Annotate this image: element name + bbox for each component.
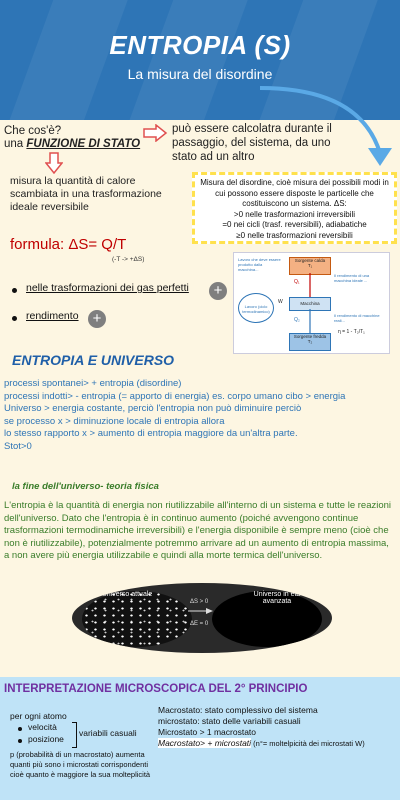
heat-engine-diagram (233, 252, 390, 354)
page-subtitle: La misura del disordine (127, 66, 273, 82)
micro-item-velocita: velocità (28, 722, 57, 732)
bullet-dot (18, 727, 22, 731)
micro-per-atomo: per ogni atomo (10, 711, 67, 721)
micro-title: INTERPRETAZIONE MICROSCOPICA DEL 2° PRINCIPIO (4, 683, 308, 695)
micro-right-last (158, 738, 398, 749)
universo-line: se processo x > diminuzione locale di entropia allora (4, 415, 225, 427)
universo-line: processi indotti> - entropia (= apporto di energia) es. corpo umano cibo > energia (4, 390, 346, 402)
bullet-dot (12, 288, 17, 293)
diagram-w: W (278, 299, 283, 305)
subheading-fine-universo: la fine dell'universo- teoria fisica (12, 481, 159, 492)
universe-ds: ΔS > 0 (190, 599, 209, 605)
universe-left-label: Universo attuale (101, 591, 153, 598)
universo-line: Universo > energia costante, perciò l'entropia non può diminuire perciò (4, 403, 302, 414)
disorder-box (192, 172, 397, 244)
diagram-hot-label: Sorgente calda (294, 258, 326, 263)
diagram-machine: Macchina (289, 297, 331, 311)
box-line: ≥0 nelle trasformazioni reversibili (236, 230, 353, 240)
bullet-dot (12, 316, 17, 321)
diagram-q2: Q₂ (294, 317, 300, 323)
diagram-equation: η = 1 - T₂/T₁ (338, 329, 365, 335)
intro-question: Che cos'è? (4, 125, 62, 137)
micro-right-line: Macrostato: stato complessivo del sistema (158, 705, 318, 715)
arrow-down-icon (45, 152, 63, 174)
diagram-q1: Q₁ (294, 279, 300, 285)
universe-de: ΔE = 0 (190, 621, 209, 627)
micro-item-posizione: posizione (28, 734, 64, 744)
intro-right-text: può essere calcolatra durante il passaggio, del sistema, da uno stato ad un altro (172, 123, 332, 163)
diagram-cold-t: T₂ (307, 339, 313, 344)
formula: formula: ΔS= Q/T (10, 236, 127, 253)
expand-plus-icon[interactable]: + (209, 282, 227, 300)
diagram-cold-label: Sorgente fredda (293, 334, 327, 339)
universe-stars (82, 591, 192, 647)
universe-image (72, 583, 332, 653)
diagram-left-note: Lavoro che deve essere prodotto dalla macchina... (238, 257, 281, 272)
diagram-flow-arrows (304, 273, 316, 335)
micro-right (158, 705, 398, 749)
diagram-cold-source (289, 333, 331, 351)
page-title: ENTROPIA (S) (109, 30, 291, 60)
arrow-right-icon (142, 124, 168, 142)
micro-last-rest: (n°= moltelpicità dei microstati W) (251, 739, 365, 748)
diagram-right-note2: Il rendimento di macchine reali... (334, 313, 380, 323)
diagram-cycle-label: Lavoro (ciclo termodinamico) (242, 304, 270, 314)
diagram-cycle-circle (238, 293, 274, 323)
box-line: >0 nelle trasformazioni irreversibili (233, 209, 356, 219)
diagram-hot-t: T₁ (307, 263, 313, 268)
intro-answer-prefix: una (4, 138, 27, 150)
diagram-right-note1: Il rendimento di una macchina ideale ... (334, 273, 370, 283)
box-line: costituiscono un sistema. ΔS: (242, 199, 347, 208)
box-line: Misura del disordine, cioè misura dei possibili modi in (200, 178, 389, 187)
micro-variabili: variabili casuali (79, 728, 137, 738)
intro-measure-text: misura la quantità di calore scambiata in una trasformazione ideale reversibile (10, 175, 162, 213)
universe-arrow-icon (188, 607, 214, 615)
formula-note: (-T -> +ΔS) (112, 256, 145, 263)
expand-plus-icon[interactable]: + (88, 310, 106, 328)
universo-lines (4, 378, 398, 453)
intro-answer-bold: FUNZIONE DI STATO (26, 138, 141, 150)
box-line: cui possono essere disposte le particelle che (215, 188, 374, 198)
section-title-universo: ENTROPIA E UNIVERSO (12, 352, 175, 368)
universo-line: Stot>0 (4, 440, 32, 452)
universe-right-label: Universo in età avanzata (253, 591, 301, 605)
bullet-gas-perfetti[interactable]: nelle trasformazioni dei gas perfetti (26, 282, 189, 294)
micro-right-line: Microstato > 1 macrostato (158, 727, 257, 737)
micro-last-italic: Macrostato> + microstati (158, 738, 252, 748)
micro-brace (72, 722, 77, 748)
intro-answer (4, 137, 140, 151)
fine-universo-paragraph: L'entropia è la quantità di energia non riutilizzabile all'interno di un sistema e tutte le reazioni dell'universo. Dato che l'entropia è in continuo aumento (poiché avvengono continue trasformazioni termodinamiche irreversibili) e l'energia disponibile è sempre meno (cioè che non è riutilizzabile), potenzialmente potremmo arrivare ad un aumento di entropia massima, a non avere più energia utilizzabile e quindi alla morte termica dell'universo. (4, 500, 392, 561)
bullet-rendimento[interactable]: rendimento (26, 310, 79, 322)
bullet-dot (18, 739, 22, 743)
universo-line: lo stesso rapporto x > aumento di entropia maggiore da un'altra parte. (4, 428, 298, 439)
micro-right-line: microstato: stato delle variabili casuali (158, 716, 301, 726)
micro-prob: p (probabilità di un macrostato) aumenta quanti più sono i microstati corrispondenti cioè quanto è maggiore la sua molteplicità (10, 750, 151, 779)
box-line: =0 nei cicli (trasf. reversibili), adiabatiche (222, 220, 367, 229)
universo-line: processi spontanei> + entropia (disordine) (4, 378, 182, 389)
